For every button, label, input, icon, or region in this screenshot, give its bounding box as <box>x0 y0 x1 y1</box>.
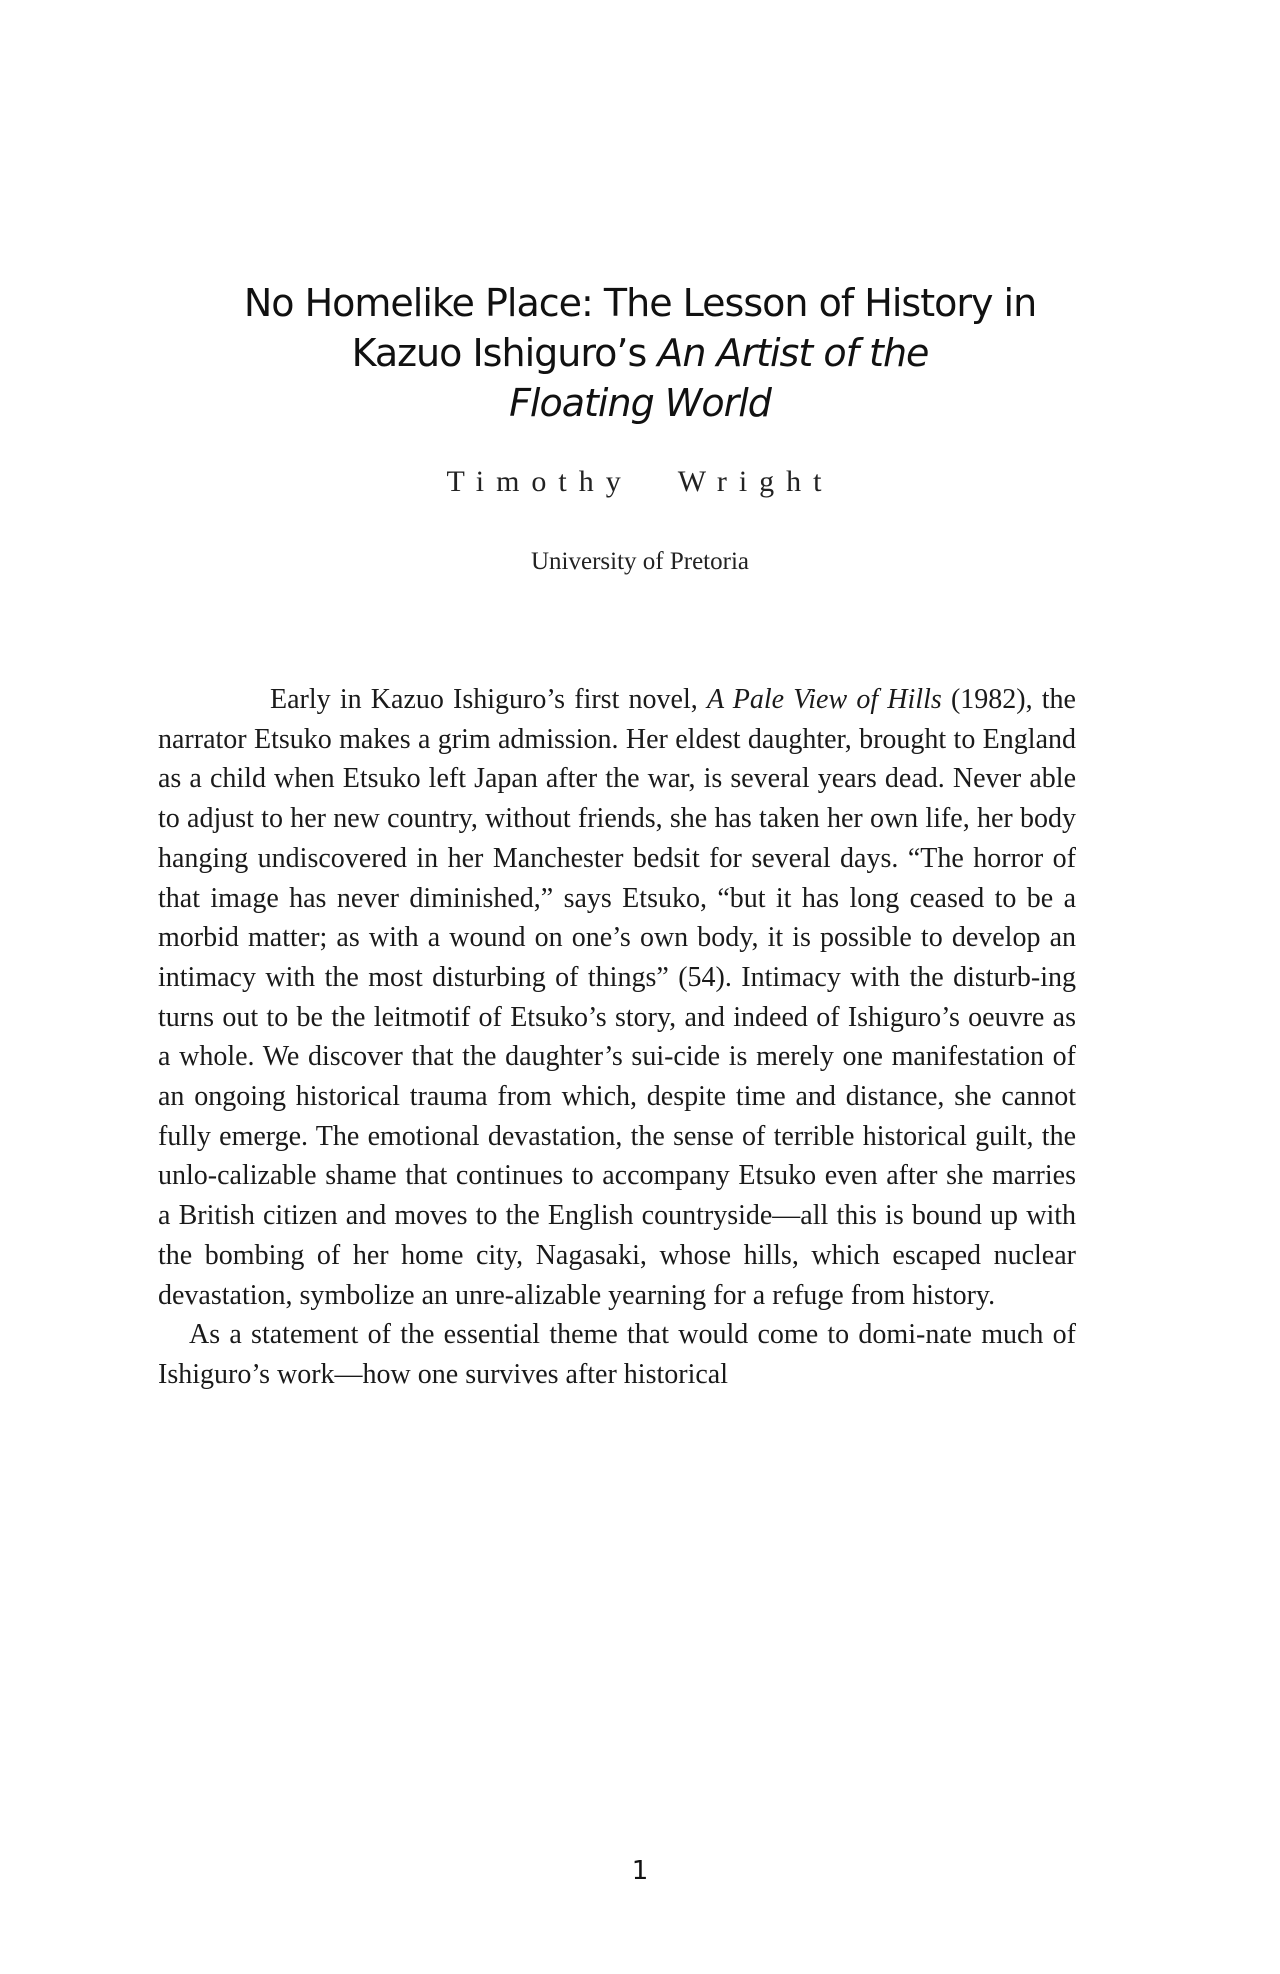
body-text <box>158 680 1076 1395</box>
paragraph-1-book-title: A Pale View of Hills <box>706 684 942 715</box>
paragraph-1 <box>158 680 1076 1315</box>
title-line-2 <box>160 328 1120 378</box>
title-line-2-prefix: Kazuo Ishiguro’s <box>351 331 658 375</box>
page-number: 1 <box>631 1856 649 1886</box>
paragraph-1-rest: (1982), the narrator Etsuko makes a grim admission. Her eldest daughter, brought to England as a child when Etsuko left Japan after the war, is several years dead. Never able to adjust to her new country, without friends, she has taken her own life, her body hanging undiscovered in her Manchester bedsit for several days. “The horror of that image has never diminished,” says Etsuko, “but it has long ceased to be a morbid matter; as with a wound on one’s own body, it is possible to develop an intimacy with the most disturbing of things” (54). Intimacy with the disturb-ing turns out to be the leitmotif of Etsuko’s story, and indeed of Ishiguro’s oeuvre as a whole. We discover that the daughter’s sui-cide is merely one manifestation of an ongoing historical trauma from which, despite time and distance, she cannot fully emerge. The emotional devastation, the sense of terrible historical guilt, the unlo-calizable shame that continues to accompany Etsuko even after she marries a British citizen and moves to the English countryside—all this is bound up with the bombing of her home city, Nagasaki, whose hills, which escaped nuclear devastation, symbolize an unre-alizable yearning for a refuge from history. <box>158 684 1076 1311</box>
title-line-3 <box>160 378 1120 428</box>
paragraph-2: As a statement of the essential theme that would come to domi-nate much of Ishiguro’s work—how one survives after historical <box>158 1319 1076 1390</box>
title-line-2-italic: An Artist of the <box>657 331 929 375</box>
author-affiliation: University of Pretoria <box>530 548 749 575</box>
author-name: Timothy Wright <box>446 465 834 498</box>
title-line-1: No Homelike Place: The Lesson of History in <box>243 281 1037 325</box>
title-line-3-italic: Floating World <box>509 381 771 425</box>
article-title <box>160 278 1120 428</box>
paragraph-1-start: Early in Kazuo Ishiguro’s first novel, <box>270 684 707 715</box>
